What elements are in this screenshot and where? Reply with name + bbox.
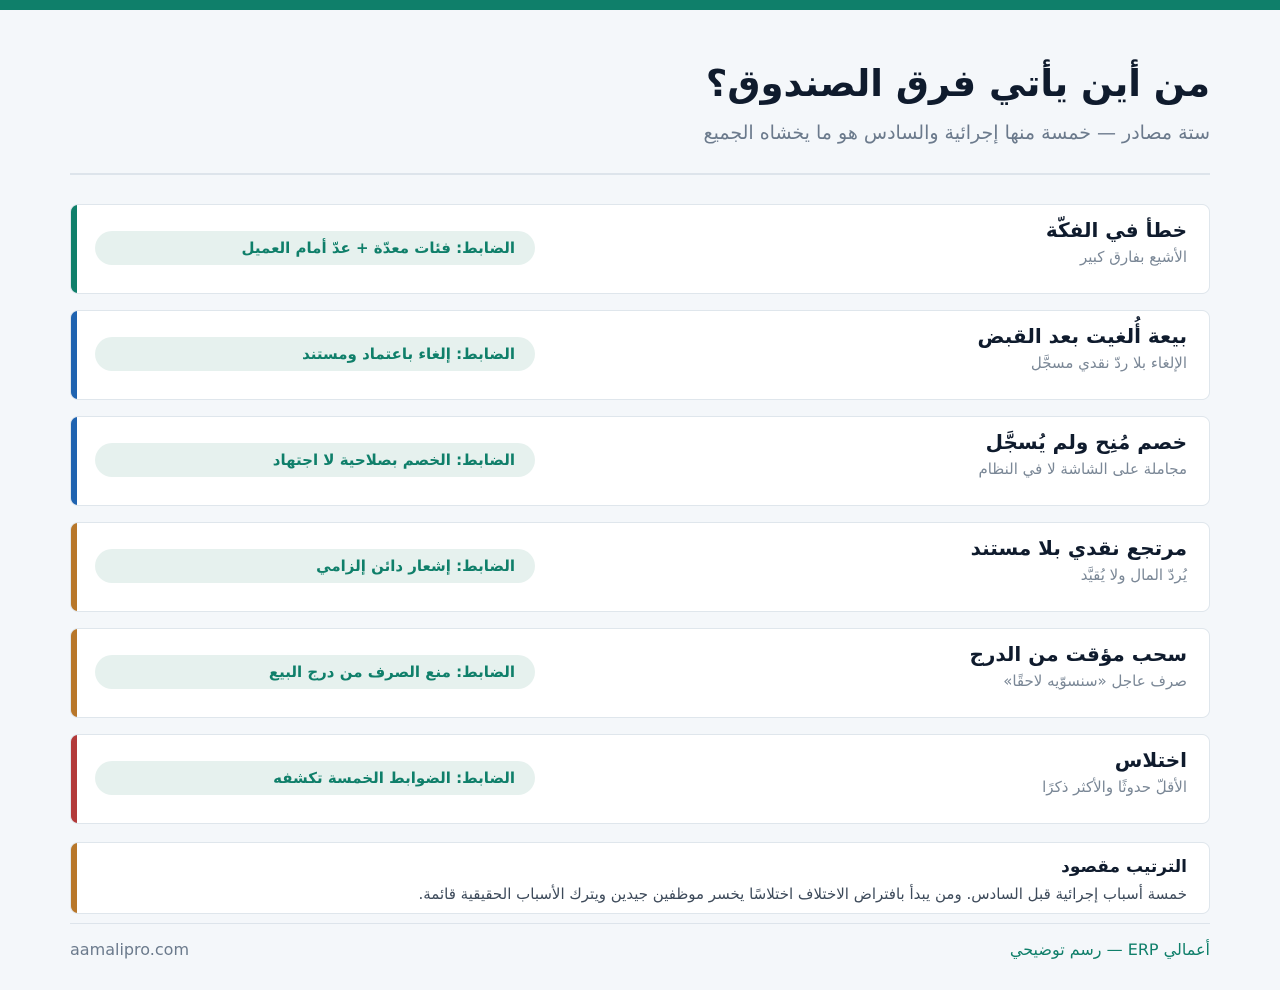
header-divider <box>70 173 1210 175</box>
source-accent-bar <box>71 417 77 505</box>
source-subtitle: مجاملة على الشاشة لا في النظام <box>978 460 1187 478</box>
source-subtitle: يُردّ المال ولا يُقيَّد <box>1080 566 1187 584</box>
source-accent-bar <box>71 735 77 823</box>
source-card-embezzlement <box>70 734 1210 824</box>
source-card-change-error <box>70 204 1210 294</box>
source-control-pill: الضابط: إشعار دائن إلزامي <box>95 549 535 583</box>
source-control-pill: الضابط: الضوابط الخمسة تكشفه <box>95 761 535 795</box>
source-accent-bar <box>71 523 77 611</box>
source-control-pill: الضابط: إلغاء باعتماد ومستند <box>95 337 535 371</box>
source-control-pill: الضابط: منع الصرف من درج البيع <box>95 655 535 689</box>
source-title: خصم مُنِح ولم يُسجَّل <box>985 430 1187 454</box>
source-title: مرتجع نقدي بلا مستند <box>970 536 1187 560</box>
source-subtitle: الأقلّ حدوثًا والأكثر ذكرًا <box>1042 778 1187 796</box>
source-title: خطأ في الفكّة <box>1045 218 1187 242</box>
footer-brand: أعمالي ERP — رسم توضيحي <box>1009 940 1210 959</box>
note-accent-bar <box>71 843 77 913</box>
footer-site: aamalipro.com <box>70 940 190 959</box>
source-subtitle: صرف عاجل «سنسوّيه لاحقًا» <box>1003 672 1187 690</box>
source-accent-bar <box>71 205 77 293</box>
source-accent-bar <box>71 311 77 399</box>
source-subtitle: الأشيع بفارق كبير <box>1079 248 1187 266</box>
source-title: سحب مؤقت من الدرج <box>969 642 1187 666</box>
source-card-drawer-withdrawal <box>70 628 1210 718</box>
note-title: الترتيب مقصود <box>1061 857 1187 877</box>
source-card-voided-sale <box>70 310 1210 400</box>
note-body: خمسة أسباب إجرائية قبل السادس. ومن يبدأ بافتراض الاختلاف اختلاسًا يخسر موظفين جيدين ويترك الأسباب الحقيقية قائمة. <box>418 885 1187 903</box>
page-subtitle: ستة مصادر — خمسة منها إجرائية والسادس هو ما يخشاه الجميع <box>703 122 1210 144</box>
source-control-pill: الضابط: فئات معدّة + عدّ أمام العميل <box>95 231 535 265</box>
source-card-cash-refund <box>70 522 1210 612</box>
source-accent-bar <box>71 629 77 717</box>
source-control-pill: الضابط: الخصم بصلاحية لا اجتهاد <box>95 443 535 477</box>
top-accent-bar <box>0 0 1280 10</box>
source-card-unrecorded-discount <box>70 416 1210 506</box>
order-note-card <box>70 842 1210 914</box>
page-title: من أين يأتي فرق الصندوق؟ <box>705 62 1210 105</box>
source-subtitle: الإلغاء بلا ردّ نقدي مسجَّل <box>1030 354 1187 372</box>
footer-divider <box>70 923 1210 924</box>
source-title: اختلاس <box>1114 748 1187 772</box>
source-title: بيعة أُلغيت بعد القبض <box>977 324 1187 348</box>
